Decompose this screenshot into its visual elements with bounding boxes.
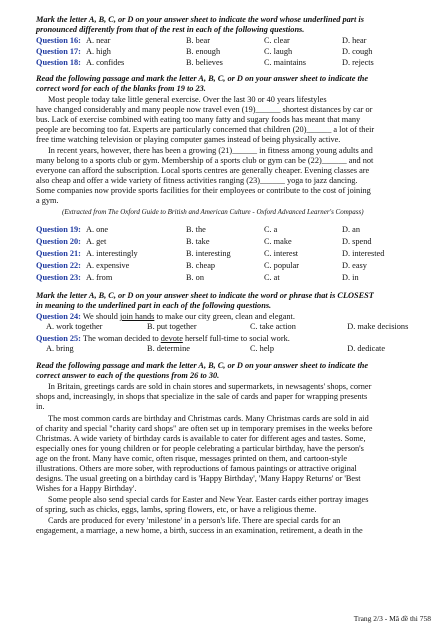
option-a[interactable]: A. work together xyxy=(46,322,103,331)
option-a[interactable]: A. from xyxy=(86,273,113,282)
question-19: Question 19: A. one B. the C. a D. an xyxy=(36,225,433,235)
option-c[interactable]: C. take action xyxy=(250,322,296,331)
passage-line: everyone can afford the subscription. Local sports centres are generally cheaper. Evening classes are xyxy=(36,166,370,175)
option-c[interactable]: C. interest xyxy=(264,249,299,258)
question-16: Question 16: A. near B. bear C. clear D. hear xyxy=(36,36,433,46)
option-a[interactable]: A. high xyxy=(86,47,111,56)
question-24-options xyxy=(46,322,433,332)
section4-instruction-line1: Read the following passage and mark the letter A, B, C, or D on your answer sheet to indicate the xyxy=(36,361,369,370)
option-c[interactable]: C. make xyxy=(264,237,292,246)
option-a[interactable]: A. confides xyxy=(86,58,125,67)
passage-line: have changed considerably and many people now travel even (19)______ shortest distances by car or xyxy=(36,105,373,114)
option-c[interactable]: C. a xyxy=(264,225,278,234)
option-d[interactable]: D. cough xyxy=(342,47,373,56)
passage-line: Some companies now provide sports facilities for their employees or contribute to the cost of joining xyxy=(36,186,371,195)
option-c[interactable]: C. help xyxy=(250,344,274,353)
option-b[interactable]: B. cheap xyxy=(186,261,216,270)
passage-line: Cards are produced for every 'milestone' in a person's life. There are special cards for an xyxy=(48,516,341,525)
section2-instruction-line1: Read the following passage and mark the letter A, B, C, or D on your answer sheet to indicate the xyxy=(36,74,369,83)
question-23: Question 23: A. from B. on C. at D. in xyxy=(36,273,433,283)
option-b[interactable]: B. the xyxy=(186,225,206,234)
section1-instruction-line2: pronounced differently from that of the rest in each of the following questions. xyxy=(36,25,305,34)
passage-line: free time watching television or playing computer games instead of being physically active. xyxy=(36,135,341,144)
option-c[interactable]: C. maintains xyxy=(264,58,306,67)
passage-line: in. xyxy=(36,402,45,411)
section3-instruction-line2: in meaning to the underlined part in each of the following questions. xyxy=(36,301,272,310)
passage-line: also cheap and offer a wide variety of fitness activities ranging (23)______ yoga to jazz dancing. xyxy=(36,176,358,185)
option-d[interactable]: D. interested xyxy=(342,249,385,258)
passage-line: Wishes for a Happy Birthday'. xyxy=(36,484,137,493)
passage-line: Some people also send special cards for Easter and New Year. Easter cards either portray images xyxy=(48,495,369,504)
option-a[interactable]: A. bring xyxy=(46,344,74,353)
question-20: Question 20: A. get B. take C. make D. spend xyxy=(36,237,433,247)
option-b[interactable]: B. determine xyxy=(147,344,190,353)
section3-instruction-line1: Mark the letter A, B, C, or D on your answer sheet to indicate the word or phrase that is CLOSEST xyxy=(36,291,374,300)
underlined-word: devote xyxy=(160,334,183,343)
underlined-phrase: join hands xyxy=(120,312,155,321)
section4-instruction-line2: correct answer to each of the questions from 26 to 30. xyxy=(36,371,220,380)
question-22: Question 22: A. expensive B. cheap C. popular D. easy xyxy=(36,261,433,271)
option-b[interactable]: B. interesting xyxy=(186,249,231,258)
option-d[interactable]: D. spend xyxy=(342,237,372,246)
passage-line: shops and, increasingly, in shops that specialize in the sale of cards and paper for wrapping presents xyxy=(36,392,368,401)
option-b[interactable]: B. believes xyxy=(186,58,223,67)
passage-line: of spring, such as chicks, eggs, lambs, spring flowers, etc, or have a religious theme. xyxy=(36,505,317,514)
option-a[interactable]: A. interestingly xyxy=(86,249,138,258)
option-a[interactable]: A. get xyxy=(86,237,107,246)
passage-line: designs. The usual greeting on a birthday card is 'Happy Birthday', 'Many Happy Returns' or 'Best xyxy=(36,474,361,483)
section1-instruction-line1: Mark the letter A, B, C, or D on your answer sheet to indicate the word whose underlined part is xyxy=(36,15,364,24)
passage-source: (Extracted from The Oxford Guide to British and American Culture - Oxford Advanced Learner's Compass) xyxy=(62,208,364,216)
option-c[interactable]: C. clear xyxy=(264,36,290,45)
page-footer: Trang 2/3 - Mã đề thi 758 xyxy=(353,614,431,623)
option-b[interactable]: B. take xyxy=(186,237,210,246)
question-25-options xyxy=(46,344,433,354)
passage-line: many belong to a sports club or gym. Membership of a sports club or gym can be (22)______ and not xyxy=(36,156,374,165)
question-24: Question 24: We should join hands to make our city green, clean and elegant. xyxy=(36,312,295,321)
option-a[interactable]: A. one xyxy=(86,225,109,234)
option-c[interactable]: C. laugh xyxy=(264,47,293,56)
option-b[interactable]: B. on xyxy=(186,273,204,282)
option-a[interactable]: A. expensive xyxy=(86,261,130,270)
option-b[interactable]: B. put together xyxy=(147,322,197,331)
option-d[interactable]: D. an xyxy=(342,225,360,234)
question-18: Question 18: A. confides B. believes C. maintains D. rejects xyxy=(36,58,433,68)
passage-line: of charity and special "charity card shops" are often set up in temporary premises in the weeks before xyxy=(36,424,373,433)
passage-line: age on the front. Many have comic, often risque, messages printed on them, and cartoon-style xyxy=(36,454,348,463)
question-17: Question 17: A. high B. enough C. laugh D. cough xyxy=(36,47,433,57)
passage-line: Christmas. A wide variety of birthday cards is available to cater for different ages and tastes. Some, xyxy=(36,434,366,443)
passage-line: In recent years, however, there has been a growing (21)______ in fitness among young adults and xyxy=(48,146,373,155)
option-a[interactable]: A. near xyxy=(86,36,111,45)
option-c[interactable]: C. popular xyxy=(264,261,300,270)
option-d[interactable]: D. rejects xyxy=(342,58,374,67)
option-d[interactable]: D. easy xyxy=(342,261,367,270)
passage-line: engagement, a marriage, a new home, a birth, success in an examination, retirement, a death in the xyxy=(36,526,363,535)
passage-line: In Britain, greetings cards are sold in chain stores and supermarkets, in newsagents' shops, corner xyxy=(48,382,372,391)
question-21: Question 21: A. interestingly B. interesting C. interest D. interested xyxy=(36,249,433,259)
option-d[interactable]: D. hear xyxy=(342,36,367,45)
option-c[interactable]: C. at xyxy=(264,273,280,282)
passage-line: Most people today take little general exercise. Over the last 30 or 40 years lifestyles xyxy=(48,95,327,104)
passage-line: illustrations. Others are more sober, with reproductions of famous paintings or attractive original xyxy=(36,464,357,473)
option-b[interactable]: B. enough xyxy=(186,47,221,56)
passage-line: The most common cards are birthday and Christmas cards. Many Christmas cards are sold in aid xyxy=(48,414,369,423)
option-d[interactable]: D. make decisions xyxy=(347,322,409,331)
passage-line: a gym. xyxy=(36,196,59,205)
option-b[interactable]: B. bear xyxy=(186,36,210,45)
passage-line: especially ones for young children or for people celebrating a particular birthday, have the person's xyxy=(36,444,364,453)
option-d[interactable]: D. in xyxy=(342,273,359,282)
option-d[interactable]: D. dedicate xyxy=(347,344,386,353)
passage-line: people are becoming too fat. Experts are particularly concerned that children (20)______ a lot of their xyxy=(36,125,375,134)
question-25: Question 25: The woman decided to devote herself full-time to social work. xyxy=(36,334,290,343)
section2-instruction-line2: correct word for each of the blanks from 19 to 23. xyxy=(36,84,206,93)
passage-line: bus. Lack of exercise combined with eating too many fatty and sugary foods has meant that many xyxy=(36,115,361,124)
